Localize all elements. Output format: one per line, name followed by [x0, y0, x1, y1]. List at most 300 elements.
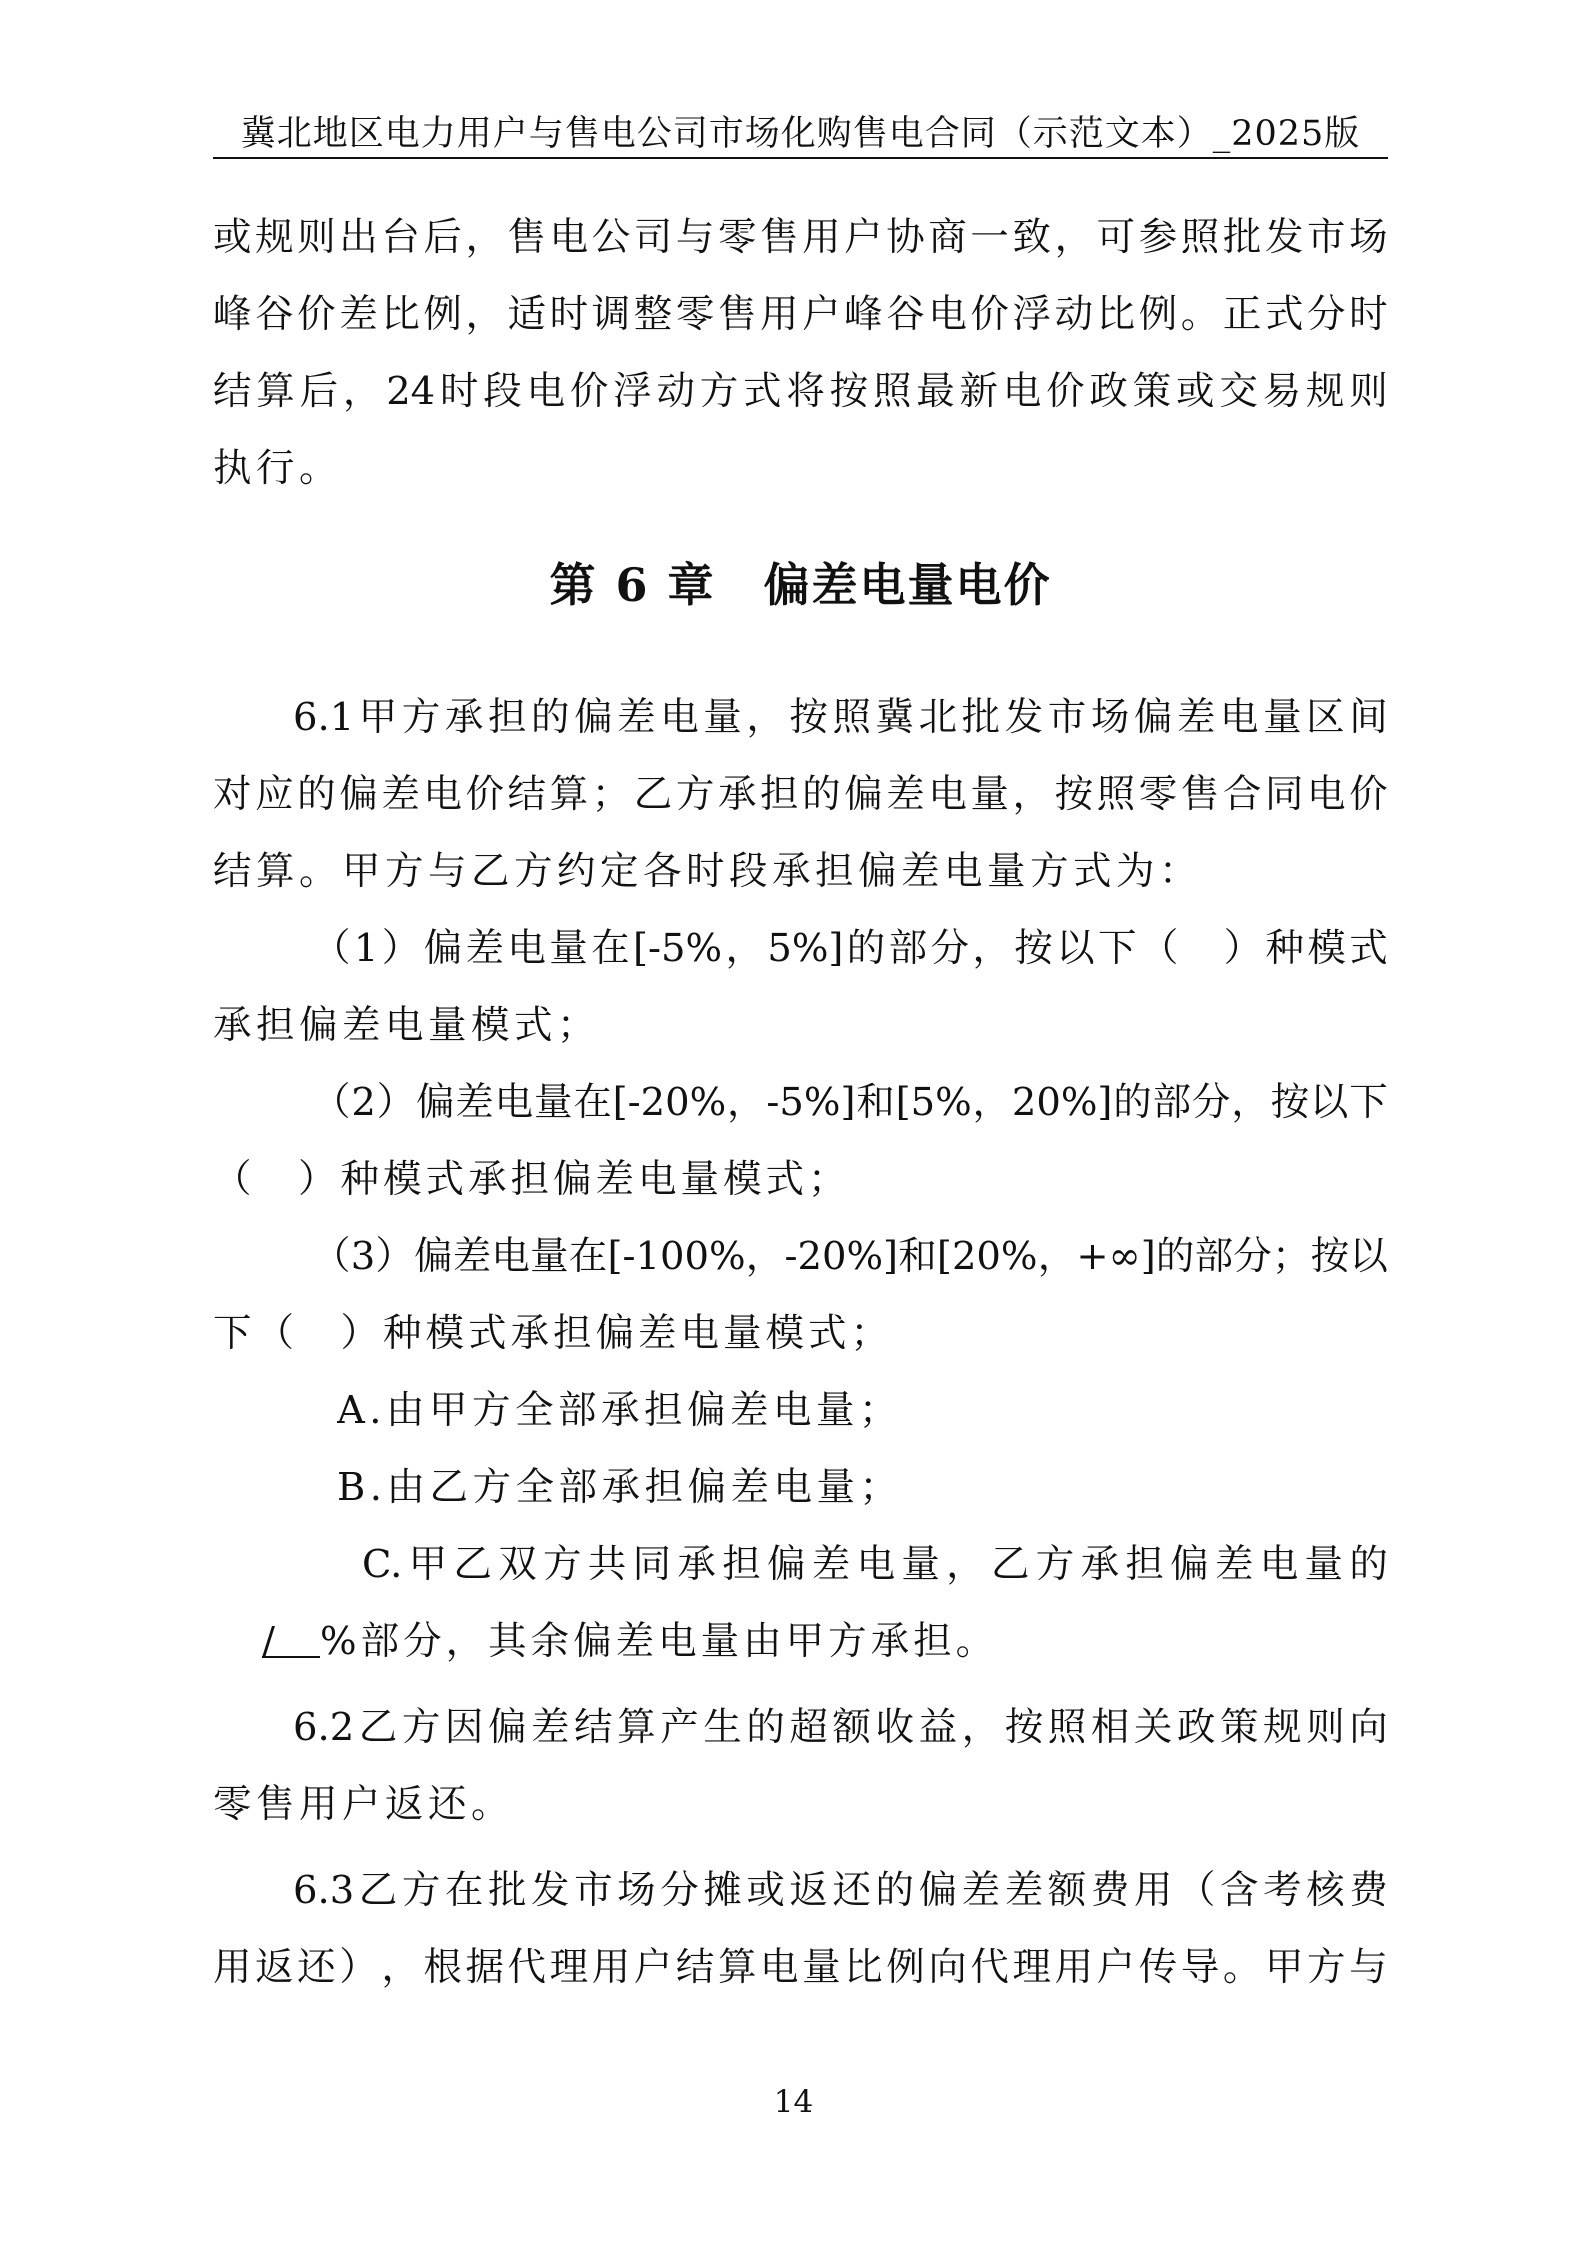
glyph: 场	[617, 1868, 656, 1913]
glyph: 按	[1014, 926, 1053, 971]
glyph: 批	[1222, 215, 1262, 260]
glyph: ，	[972, 926, 1011, 971]
glyph: 承	[677, 1542, 716, 1587]
glyph: 据	[465, 1945, 504, 1990]
glyph: 的	[802, 772, 841, 817]
glyph: 分	[660, 1868, 699, 1913]
glyph: 户	[1096, 1945, 1136, 1990]
glyph: 规	[255, 215, 294, 260]
option-a: A.由甲方全部承担偏差电量；	[337, 1388, 903, 1433]
glyph: 电	[494, 1080, 534, 1125]
glyph: 关	[1133, 1705, 1173, 1750]
glyph: 结	[675, 1945, 715, 1990]
glyph: 电	[1002, 369, 1042, 414]
glyph: 谷	[255, 292, 294, 337]
glyph: 商	[928, 215, 967, 260]
paragraph-line	[293, 688, 1388, 748]
glyph: 易	[1262, 369, 1302, 414]
glyph: 电	[507, 926, 546, 971]
glyph: 市	[1047, 695, 1087, 740]
glyph: 动	[1054, 292, 1094, 337]
glyph: 代	[507, 1945, 547, 1990]
glyph: 比	[381, 292, 420, 337]
glyph: 乙	[453, 1542, 492, 1587]
glyph: 与	[1349, 1945, 1388, 1990]
list-item	[312, 919, 1388, 979]
glyph: [-100%	[607, 1234, 746, 1279]
glyph: 的	[746, 1705, 785, 1750]
glyph: 政	[1176, 1705, 1216, 1750]
glyph: 分	[1233, 1234, 1272, 1279]
glyph: 担	[722, 1542, 761, 1587]
glyph: ，	[1012, 772, 1051, 817]
glyph: 或	[213, 215, 252, 260]
glyph: 电	[1259, 1542, 1299, 1587]
glyph: ）	[1223, 926, 1263, 971]
glyph: 承	[717, 772, 757, 817]
glyph: 产	[660, 1705, 699, 1750]
glyph: 发	[1004, 695, 1044, 740]
glyph: 电	[526, 369, 566, 414]
glyph: ）	[376, 1080, 416, 1125]
list-item	[312, 1073, 1388, 1133]
glyph: 部	[1152, 1080, 1192, 1125]
glyph: 乙	[990, 1542, 1030, 1587]
glyph: ，	[961, 1705, 1001, 1750]
glyph: 量	[901, 1542, 940, 1587]
glyph: 发	[1264, 215, 1304, 260]
glyph: 电	[1307, 772, 1346, 817]
glyph: 或	[746, 1868, 785, 1913]
glyph: 量	[970, 772, 1009, 817]
glyph: ）	[339, 1945, 378, 1990]
glyph: 规	[1305, 369, 1345, 414]
glyph: 致	[1012, 215, 1051, 260]
glyph: 浮	[1012, 292, 1051, 337]
glyph: 户	[844, 215, 883, 260]
glyph: 算	[717, 1945, 757, 1990]
glyph: 费	[1090, 1868, 1130, 1913]
glyph: 算	[256, 369, 295, 414]
glyph	[1182, 919, 1221, 979]
glyph: 电	[549, 215, 589, 260]
glyph: 协	[886, 215, 925, 260]
glyph: 差	[452, 1234, 492, 1279]
glyph: C.	[362, 1542, 403, 1587]
glyph: 策	[1220, 1705, 1259, 1750]
glyph: 户	[802, 292, 841, 337]
glyph: 价	[970, 292, 1009, 337]
glyph: 比	[1096, 292, 1136, 337]
page-number: 14	[773, 2084, 814, 2120]
glyph: 售	[1180, 772, 1220, 817]
glyph: 额	[832, 1705, 871, 1750]
glyph: 导	[1180, 1945, 1220, 1990]
glyph: 同	[1264, 772, 1304, 817]
glyph: 峰	[213, 292, 252, 337]
glyph: 担	[1125, 1542, 1164, 1587]
glyph: 应	[255, 772, 294, 817]
glyph: 下	[1098, 926, 1137, 971]
glyph: 在	[573, 1080, 612, 1125]
glyph: ，	[745, 1234, 785, 1279]
glyph: ；	[591, 772, 631, 817]
glyph: 向	[928, 1945, 967, 1990]
glyph: 20%]	[1011, 1080, 1113, 1125]
glyph: ，	[972, 1080, 1012, 1125]
glyph: 乙	[633, 772, 673, 817]
glyph: 甲	[408, 1542, 448, 1587]
glyph: -20%]	[784, 1234, 899, 1279]
glyph: [-5%	[632, 926, 723, 971]
glyph: 区	[1306, 695, 1345, 740]
glyph: 偏	[766, 1542, 806, 1587]
glyph: 的	[846, 926, 886, 971]
glyph: 规	[1263, 1705, 1302, 1750]
glyph: 零	[675, 292, 715, 337]
glyph: 场	[1090, 695, 1130, 740]
glyph: 还	[832, 1868, 871, 1913]
glyph: ，	[1231, 1080, 1270, 1125]
glyph: 双	[498, 1542, 537, 1587]
fill-in-blank[interactable]: /	[262, 1612, 320, 1658]
glyph: （	[312, 1234, 351, 1279]
glyph: 段	[483, 369, 522, 414]
glyph: 用	[213, 1945, 252, 1990]
glyph: 生	[703, 1705, 742, 1750]
glyph: 差	[455, 1080, 494, 1125]
glyph: 则	[1306, 1705, 1345, 1750]
glyph: 偏	[1170, 1542, 1209, 1587]
glyph: 适	[507, 292, 547, 337]
glyph: ，	[727, 1080, 766, 1125]
glyph: 的	[1155, 1234, 1195, 1279]
header-rule	[213, 157, 1388, 159]
glyph: ，	[465, 292, 504, 337]
glyph: 甲	[1264, 1945, 1304, 1990]
glyph: （	[1139, 926, 1179, 971]
glyph: 调	[591, 292, 631, 337]
glyph: 可	[1096, 215, 1136, 260]
glyph: 价	[465, 772, 504, 817]
glyph: 正	[1222, 292, 1262, 337]
glyph: 照	[832, 695, 871, 740]
option-c	[362, 1535, 1388, 1595]
glyph: 偏	[844, 772, 883, 817]
glyph: 24	[386, 369, 436, 414]
glyph: ，	[725, 926, 764, 971]
glyph: 差	[886, 772, 925, 817]
glyph: 电	[660, 695, 699, 740]
glyph: 时	[439, 369, 479, 414]
glyph: 益	[918, 1705, 958, 1750]
glyph: 以	[1309, 1080, 1349, 1125]
glyph: 电	[856, 1542, 896, 1587]
glyph: 量	[530, 1234, 569, 1279]
glyph: 3	[350, 1234, 376, 1279]
glyph: 按	[1004, 1705, 1044, 1750]
running-header: 冀北地区电力用户与售电公司市场化购售电合同（示范文本）_2025版	[240, 114, 1361, 154]
option-c-continuation	[262, 1612, 1388, 1672]
glyph: ，	[465, 215, 504, 260]
glyph: 电	[491, 1234, 530, 1279]
glyph: 方	[699, 369, 739, 414]
glyph: 承	[444, 695, 484, 740]
glyph: 下	[1349, 1080, 1388, 1125]
glyph: 理	[549, 1945, 589, 1990]
glyph: 用	[591, 1945, 631, 1990]
glyph: 以	[1349, 1234, 1388, 1279]
glyph: 在	[591, 926, 630, 971]
paragraph-line	[293, 1861, 1388, 1921]
glyph: 照	[1096, 772, 1136, 817]
glyph: 出	[339, 215, 378, 260]
glyph: 整	[633, 292, 673, 337]
glyph: 差	[617, 695, 656, 740]
glyph: 乙	[358, 1705, 398, 1750]
glyph: 台	[381, 215, 420, 260]
glyph: 6.1	[293, 695, 355, 740]
glyph: 相	[1090, 1705, 1130, 1750]
glyph: 照	[1047, 1705, 1087, 1750]
glyph: 峰	[844, 292, 883, 337]
glyph: 的	[1349, 1542, 1388, 1587]
glyph: 担	[760, 772, 799, 817]
glyph: （	[312, 926, 351, 971]
glyph: 一	[970, 215, 1009, 260]
glyph: 1	[353, 926, 379, 971]
glyph: 批	[961, 695, 1001, 740]
glyph: 谷	[886, 292, 925, 337]
glyph: 按	[1270, 1080, 1310, 1125]
glyph: 差	[1176, 695, 1216, 740]
glyph: 含	[1220, 1868, 1259, 1913]
glyph: 或	[1176, 369, 1215, 414]
paragraph-line: 零售用户返还。	[213, 1782, 515, 1827]
option-b: B.由乙方全部承担偏差电量；	[337, 1465, 903, 1510]
glyph: 则	[1349, 369, 1388, 414]
glyph: 在	[444, 1868, 484, 1913]
glyph: 用	[1133, 1868, 1173, 1913]
glyph: 则	[297, 215, 336, 260]
paragraph-line	[213, 1938, 1388, 1998]
glyph: 售	[760, 215, 799, 260]
glyph: 偏	[414, 1234, 453, 1279]
glyph: 例	[886, 1945, 925, 1990]
glyph: 以	[1056, 926, 1095, 971]
glyph: 时	[549, 292, 589, 337]
glyph: 偏	[339, 772, 378, 817]
glyph: 甲	[358, 695, 398, 740]
glyph: 模	[1307, 926, 1346, 971]
glyph: 偏	[574, 695, 613, 740]
glyph: 最	[916, 369, 955, 414]
glyph: 用	[1054, 1945, 1094, 1990]
glyph: 电	[760, 1945, 799, 1990]
glyph: 间	[1349, 695, 1388, 740]
glyph: 场	[1349, 215, 1388, 260]
glyph: 同	[632, 1542, 672, 1587]
glyph: 偏	[918, 1868, 958, 1913]
glyph: [20%	[936, 1234, 1038, 1279]
glyph: ，	[946, 1542, 985, 1587]
glyph: 差	[465, 926, 504, 971]
glyph: 和	[898, 1234, 937, 1279]
glyph: 2	[351, 1080, 376, 1125]
glyph: 售	[717, 292, 757, 337]
glyph: 浮	[613, 369, 652, 414]
glyph: 量	[703, 695, 742, 740]
chapter-heading: 第 6 章 偏差电量电价	[549, 558, 1052, 612]
glyph: 用	[802, 215, 841, 260]
glyph: 方	[543, 1542, 582, 1587]
glyph: [-20%	[612, 1080, 727, 1125]
glyph: ）	[375, 1234, 414, 1279]
glyph: 用	[760, 292, 799, 337]
glyph: 的	[297, 772, 336, 817]
glyph: 量	[1263, 695, 1302, 740]
option-c-text: %部分，其余偏差电量由甲方承担。	[320, 1619, 999, 1664]
glyph: 方	[1307, 1945, 1346, 1990]
glyph: 6.2	[293, 1705, 355, 1750]
glyph: 发	[531, 1868, 570, 1913]
glyph: 差	[811, 1542, 851, 1587]
glyph: 零	[717, 215, 757, 260]
glyph: ，	[1037, 1234, 1077, 1279]
glyph: 返	[789, 1868, 828, 1913]
glyph: 方	[1035, 1542, 1075, 1587]
glyph: 时	[1349, 292, 1388, 337]
glyph: 方	[401, 695, 441, 740]
glyph: 照	[872, 369, 912, 414]
glyph: （	[312, 1080, 351, 1125]
list-item: 承担偏差电量模式；	[213, 1003, 601, 1048]
glyph: 代	[970, 1945, 1009, 1990]
glyph: 量	[533, 1080, 573, 1125]
glyph: 量	[1304, 1542, 1344, 1587]
glyph: 担	[487, 695, 527, 740]
glyph: 向	[1349, 1705, 1388, 1750]
paragraph-line: 执行。	[213, 446, 343, 491]
glyph: 售	[507, 215, 547, 260]
glyph: 的	[1113, 1080, 1152, 1125]
glyph: 部	[1194, 1234, 1234, 1279]
glyph: 。	[1222, 1945, 1262, 1990]
glyph: 因	[444, 1705, 484, 1750]
glyph: 市	[574, 1868, 613, 1913]
glyph: 还	[297, 1945, 336, 1990]
glyph: 算	[549, 772, 589, 817]
glyph: 额	[1047, 1868, 1087, 1913]
glyph: 差	[381, 772, 420, 817]
paragraph-line	[213, 362, 1388, 422]
glyph: 差	[1214, 1542, 1254, 1587]
glyph: 分	[1307, 292, 1346, 337]
glyph: 收	[875, 1705, 915, 1750]
glyph: +∞]	[1076, 1234, 1156, 1279]
glyph: 费	[1349, 1868, 1388, 1913]
glyph: 分	[930, 926, 970, 971]
glyph: 差	[1004, 1868, 1044, 1913]
glyph: 量	[549, 926, 588, 971]
glyph: 差	[531, 1705, 570, 1750]
glyph: 价	[1349, 772, 1388, 817]
glyph: 式	[743, 369, 782, 414]
glyph: 户	[633, 1945, 673, 1990]
glyph: 结	[574, 1705, 613, 1750]
glyph: 市	[1307, 215, 1346, 260]
glyph: 批	[487, 1868, 527, 1913]
glyph: 考	[1263, 1868, 1302, 1913]
glyph: 共	[587, 1542, 627, 1587]
glyph: 摊	[703, 1868, 742, 1913]
glyph: 方	[675, 772, 715, 817]
glyph: 算	[617, 1705, 656, 1750]
glyph: 式	[1349, 926, 1388, 971]
glyph: 结	[507, 772, 547, 817]
glyph: 价	[297, 292, 336, 337]
glyph: 零	[1138, 772, 1178, 817]
glyph: 量	[802, 1945, 841, 1990]
glyph: 按	[829, 369, 869, 414]
paragraph-line	[213, 765, 1388, 825]
glyph: 乙	[358, 1868, 398, 1913]
glyph: 电	[928, 772, 967, 817]
glyph: ，	[342, 369, 382, 414]
glyph: 偏	[1133, 695, 1173, 740]
glyph: ；	[1271, 1234, 1311, 1279]
glyph: 部	[888, 926, 928, 971]
glyph: 分	[1191, 1080, 1231, 1125]
glyph: 和	[856, 1080, 895, 1125]
glyph: ，	[1054, 215, 1094, 260]
paragraph-line: 结算。甲方与乙方约定各时段承担偏差电量方式为：	[213, 849, 1203, 894]
glyph: 电	[1220, 695, 1259, 740]
list-item: （ ）种模式承担偏差电量模式；	[213, 1157, 851, 1202]
glyph: 例	[423, 292, 462, 337]
glyph: 5%]	[767, 926, 844, 971]
glyph: 差	[339, 292, 378, 337]
paragraph-line	[293, 1698, 1388, 1758]
glyph: 传	[1138, 1945, 1178, 1990]
paragraph-line	[213, 208, 1388, 268]
glyph: 方	[401, 1868, 441, 1913]
glyph: 政	[1089, 369, 1128, 414]
glyph: 交	[1219, 369, 1258, 414]
glyph: 按	[1310, 1234, 1350, 1279]
glyph: 将	[786, 369, 825, 414]
glyph: 合	[1222, 772, 1262, 817]
glyph: 在	[568, 1234, 608, 1279]
glyph: 照	[1180, 215, 1220, 260]
glyph: ，	[746, 695, 785, 740]
glyph: 承	[1080, 1542, 1120, 1587]
glyph: 6.3	[293, 1868, 355, 1913]
glyph: ）	[381, 926, 421, 971]
glyph: 电	[423, 772, 462, 817]
glyph: 冀	[875, 695, 915, 740]
glyph: 按	[789, 695, 828, 740]
glyph: 司	[633, 215, 673, 260]
glyph: 例	[1138, 292, 1178, 337]
glyph: -5%]	[766, 1080, 856, 1125]
glyph: 对	[213, 772, 252, 817]
glyph: [5%	[895, 1080, 972, 1125]
glyph: 超	[789, 1705, 828, 1750]
glyph: 结	[213, 369, 252, 414]
glyph: ，	[381, 1945, 420, 1990]
glyph: 与	[675, 215, 715, 260]
